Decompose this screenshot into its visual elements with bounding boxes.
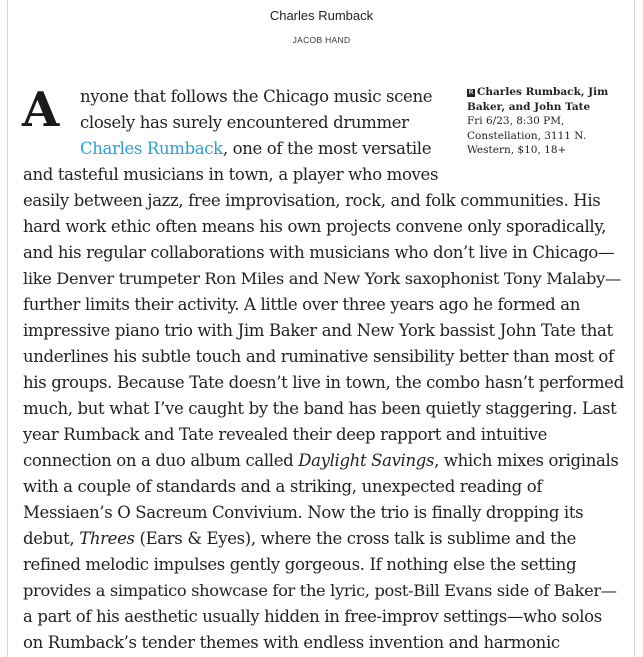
body-line: refined melodic impulses gently gorgeous. If nothing else the setting xyxy=(23,555,577,574)
body-line: Messiaen’s O Sacreum Convivium. Now the trio is finally dropping its xyxy=(23,503,584,522)
body-line: connection on a duo album called Daylight Savings, which mixes originals xyxy=(23,451,619,470)
body-line: and his regular collaborations with musicians who don’t live in Chicago— xyxy=(23,243,615,262)
album-title: Threes xyxy=(79,529,135,548)
album-title: Daylight Savings xyxy=(298,451,435,470)
body-line: like Denver trumpeter Ron Miles and New York saxophonist Tony Malaby— xyxy=(23,269,621,288)
body-line: a part of his aesthetic usually hidden in free-improv settings—who solos xyxy=(23,607,602,626)
body-line: on Rumback’s tender themes with endless invention and harmonic xyxy=(23,633,560,652)
body-line: impressive piano trio with Jim Baker and New York bassist John Tate that xyxy=(23,321,613,340)
event-details-line-3: Western, $10, 18+ xyxy=(467,144,567,156)
article-title: Charles Rumback xyxy=(269,8,374,23)
body-line: his groups. Because Tate doesn’t live in town, the combo hasn’t performed xyxy=(23,373,624,392)
event-info-box xyxy=(467,85,627,158)
event-title-line-2[interactable]: Baker, and John Tate xyxy=(467,100,591,113)
body-line: easily between jazz, free improvisation, rock, and folk communities. His xyxy=(23,191,601,210)
body-line: further limits their activity. A little over three years ago he formed an xyxy=(23,295,580,314)
body-line: Charles Rumback, one of the most versatile xyxy=(80,139,432,158)
body-line: provides a simpatico showcase for the lyric, post-Bill Evans side of Baker— xyxy=(23,581,617,600)
body-line: year Rumback and Tate revealed their deep rapport and intuitive xyxy=(23,425,548,444)
body-line: hard work ethic often means his own projects convene only sporadically, xyxy=(23,217,607,236)
event-details-line-1: Fri 6/23, 8:30 PM, xyxy=(467,115,565,127)
event-title-line-1[interactable]: Charles Rumback, Jim xyxy=(477,86,609,98)
event-details-line-2: Constellation, 3111 N. xyxy=(467,129,587,142)
rating-badge-icon: R xyxy=(468,90,474,96)
body-line: closely has surely encountered drummer xyxy=(80,113,409,132)
article-header xyxy=(0,6,643,45)
author-byline[interactable]: JACOB HAND xyxy=(292,35,351,45)
body-line: much, but what I’ve caught by the band has been quietly staggering. Last xyxy=(23,399,617,418)
artist-link[interactable]: Charles Rumback xyxy=(80,139,223,158)
body-line: and tasteful musicians in town, a player who moves xyxy=(23,165,439,184)
body-line: with a couple of standards and a striking, unexpected reading of xyxy=(23,477,543,496)
body-line: underlines his subtle touch and ruminative sensibility better than most of xyxy=(23,347,614,366)
drop-cap: A xyxy=(22,82,60,138)
body-line: nyone that follows the Chicago music scene xyxy=(80,87,433,106)
body-line: debut, Threes (Ears & Eyes), where the cross talk is sublime and the xyxy=(23,529,577,548)
